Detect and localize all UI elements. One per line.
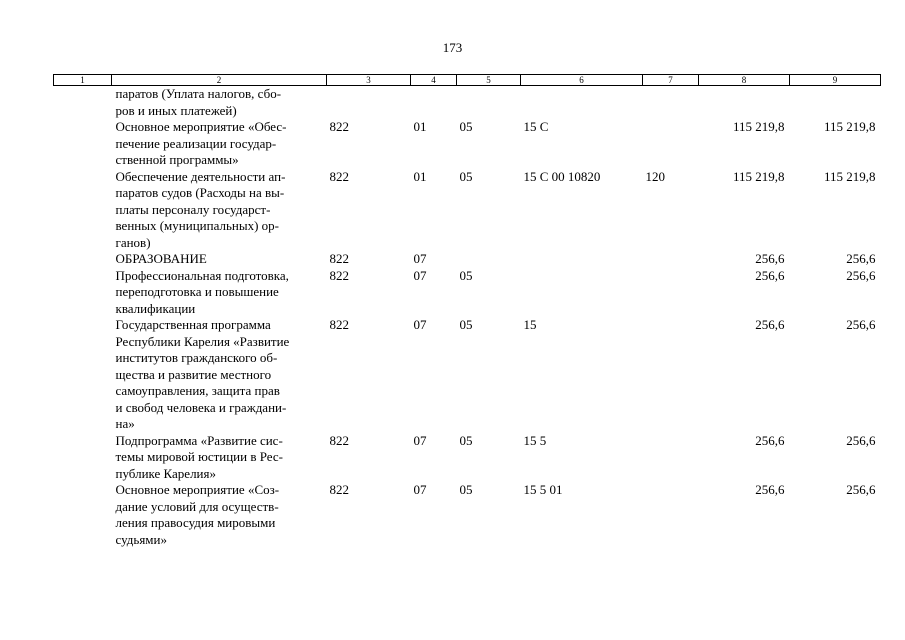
cell-ministry-code: 822 <box>329 482 349 497</box>
cell-ministry-code <box>327 86 411 120</box>
header-col-2: 2 <box>112 75 327 86</box>
cell-amount-2: 115 219,8 <box>823 119 876 134</box>
cell-amount-2: 256,6 <box>846 317 876 332</box>
cell-amount-1: 115 219,8 <box>732 168 785 184</box>
cell-target-article <box>521 268 643 318</box>
cell-target-article: 15 5 <box>523 432 547 448</box>
cell-amount-1: 256,6 <box>755 482 785 497</box>
cell-expense-type <box>643 482 699 548</box>
table-row <box>54 86 881 120</box>
cell-empty <box>54 119 112 169</box>
cell-name: Основное мероприятие «Соз- дание условий для осуществ- ления правосудия мировыми судьями» <box>115 482 280 547</box>
cell-target-article: 15 <box>523 317 537 332</box>
cell-subsection: 05 <box>459 267 473 283</box>
cell-empty <box>54 169 112 252</box>
cell-subsection <box>457 251 521 268</box>
header-col-1: 1 <box>54 75 112 86</box>
cell-section: 07 <box>413 267 427 283</box>
cell-ministry-code: 822 <box>329 267 349 283</box>
cell-subsection: 05 <box>459 317 473 332</box>
cell-subsection <box>457 86 521 120</box>
header-col-3: 3 <box>327 75 411 86</box>
header-col-4: 4 <box>411 75 457 86</box>
table-row <box>54 482 881 548</box>
cell-amount-2: 256,6 <box>846 482 876 497</box>
header-col-5: 5 <box>457 75 521 86</box>
cell-name: паратов (Уплата налогов, сбо- ров и иных платежей) <box>115 86 282 118</box>
cell-target-article <box>521 86 643 120</box>
header-row <box>54 75 881 86</box>
cell-section: 01 <box>413 119 427 134</box>
cell-ministry-code: 822 <box>329 317 349 332</box>
cell-ministry-code: 822 <box>329 251 349 266</box>
table-row <box>54 169 881 252</box>
cell-ministry-code: 822 <box>329 119 349 134</box>
cell-empty <box>54 482 112 548</box>
table-header <box>54 75 881 86</box>
cell-target-article: 15 С <box>523 119 549 134</box>
cell-amount-1: 256,6 <box>755 251 785 266</box>
cell-amount-1: 256,6 <box>755 267 785 283</box>
cell-section: 07 <box>413 482 427 497</box>
table-row <box>54 251 881 268</box>
cell-amount-2 <box>790 86 881 120</box>
cell-amount-1: 256,6 <box>755 317 785 332</box>
cell-subsection: 05 <box>459 482 473 497</box>
cell-expense-type <box>643 251 699 268</box>
cell-empty <box>54 86 112 120</box>
header-col-6: 6 <box>521 75 643 86</box>
cell-expense-type <box>643 268 699 318</box>
table-row <box>54 119 881 169</box>
table-row <box>54 268 881 318</box>
cell-section: 07 <box>413 317 427 332</box>
cell-name: ОБРАЗОВАНИЕ <box>115 251 207 266</box>
cell-amount-1 <box>699 86 790 120</box>
header-col-7: 7 <box>643 75 699 86</box>
header-col-9: 9 <box>790 75 881 86</box>
cell-expense-type <box>643 433 699 483</box>
cell-expense-type <box>643 317 699 433</box>
cell-amount-2: 256,6 <box>846 251 876 266</box>
cell-expense-type <box>643 119 699 169</box>
cell-empty <box>54 251 112 268</box>
table-row <box>54 433 881 483</box>
cell-target-article <box>521 251 643 268</box>
cell-amount-2: 115 219,8 <box>823 168 876 184</box>
cell-subsection: 05 <box>459 168 473 184</box>
cell-expense-type: 120 <box>645 168 665 184</box>
cell-name: Профессиональная подготовка, переподготовка и повышение квалификации <box>115 267 289 316</box>
cell-empty <box>54 317 112 433</box>
cell-target-article: 15 5 01 <box>523 482 563 497</box>
cell-amount-2: 256,6 <box>846 432 876 448</box>
cell-ministry-code: 822 <box>329 432 349 448</box>
cell-section <box>411 86 457 120</box>
cell-section: 07 <box>413 251 427 266</box>
cell-name: Государственная программа Республики Карелия «Развитие институтов гражданского об- щества и развитие местного самоуправления, защита прав и свобод человека и граждани- на» <box>115 317 290 431</box>
cell-name: Обеспечение деятельности ап- паратов судов (Расходы на вы- платы персоналу государст- венных (муниципальных) ор- ганов) <box>115 168 286 250</box>
cell-amount-1: 256,6 <box>755 432 785 448</box>
cell-name: Подпрограмма «Развитие сис- темы мировой юстиции в Рес- публике Карелия» <box>115 432 283 481</box>
cell-name: Основное мероприятие «Обес- печение реализации государ- ственной программы» <box>115 119 287 167</box>
page-number: 173 <box>442 40 463 55</box>
header-col-8: 8 <box>699 75 790 86</box>
cell-amount-1: 115 219,8 <box>732 119 785 134</box>
cell-subsection: 05 <box>459 432 473 448</box>
cell-target-article: 15 С 00 10820 <box>523 168 601 184</box>
table-row <box>54 317 881 433</box>
cell-empty <box>54 433 112 483</box>
cell-expense-type <box>643 86 699 120</box>
cell-amount-2: 256,6 <box>846 267 876 283</box>
cell-subsection: 05 <box>459 119 473 134</box>
cell-empty <box>54 268 112 318</box>
cell-section: 01 <box>413 168 427 184</box>
table-body <box>54 86 881 549</box>
cell-ministry-code: 822 <box>329 168 349 184</box>
cell-section: 07 <box>413 432 427 448</box>
budget-table <box>53 74 881 548</box>
